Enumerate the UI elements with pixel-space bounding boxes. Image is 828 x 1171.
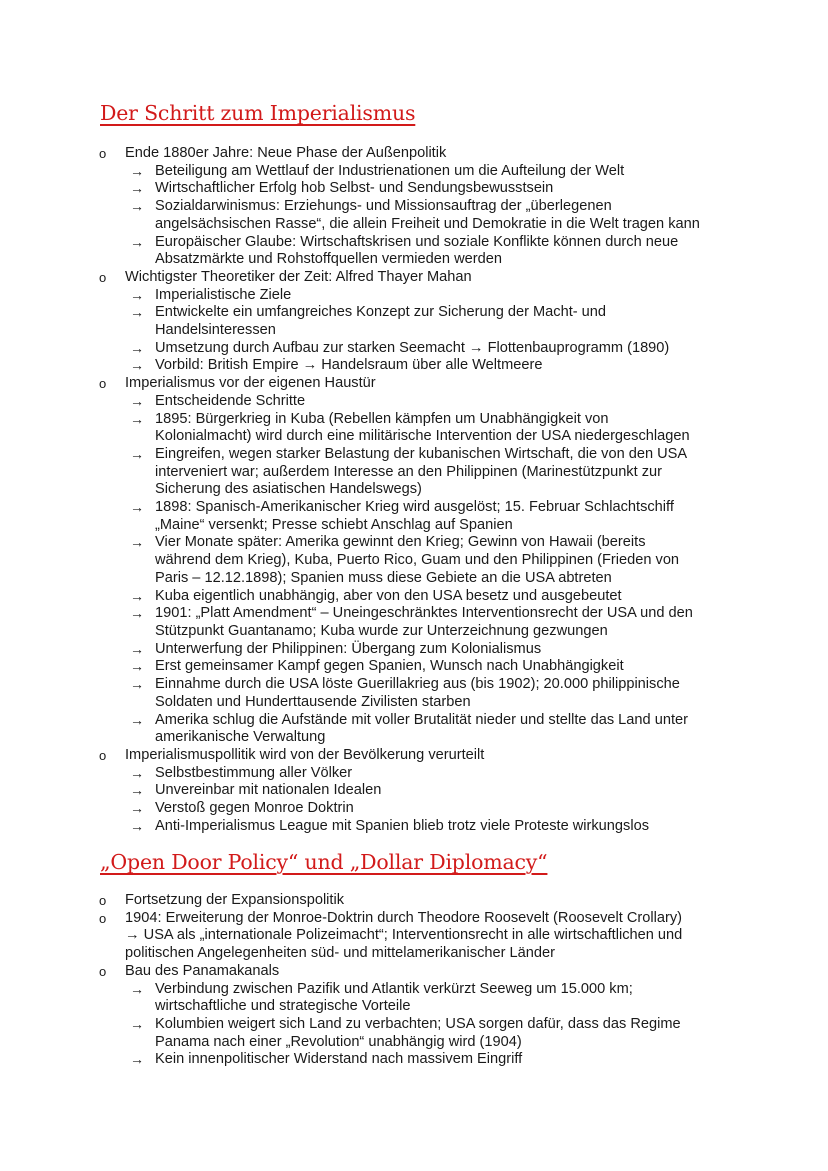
bullet-text: Fortsetzung der Expansionspolitik — [125, 892, 345, 908]
sub-bullet-item — [0, 588, 828, 606]
bullet-text: Wirtschaftlicher Erfolg hob Selbst- und Sendungsbewusstsein — [155, 180, 554, 197]
sub-bullet-item — [0, 428, 828, 446]
sub-bullet-item — [0, 464, 828, 482]
sub-bullet-item — [0, 765, 828, 783]
bullet-text: Unterwerfung der Philippinen: Übergang zum Kolonialismus — [155, 640, 542, 657]
sub-bullet-item — [0, 163, 828, 181]
sub-bullet-item — [0, 676, 828, 694]
arrow-bullet-icon: → — [130, 357, 144, 374]
sub-bullet-item — [0, 1051, 828, 1069]
bullet-item — [0, 747, 828, 765]
arrow-bullet-icon: → — [130, 339, 144, 356]
bullet-text: 1895: Bürgerkrieg in Kuba (Rebellen kämpfen um Unabhängigkeit von — [155, 410, 609, 427]
bullet-text: Europäischer Glaube: Wirtschaftskrisen und soziale Konflikte können durch neue — [155, 233, 679, 250]
bullet-item — [0, 910, 828, 928]
sub-bullet-item — [0, 712, 828, 730]
bullet-text: Kolonialmacht) wird durch eine militärische Intervention der USA niedergeschlagen — [155, 428, 690, 445]
bullet-text: Kein innenpolitischer Widerstand nach massivem Eingriff — [155, 1051, 523, 1068]
arrow-bullet-icon: → — [130, 817, 144, 834]
bullet-text: 1901: „Platt Amendment“ – Uneingeschränktes Interventionsrecht der USA und den — [155, 605, 693, 622]
sub-bullet-item — [0, 1034, 828, 1052]
sub-bullet-item — [0, 641, 828, 659]
sub-bullet-item — [0, 216, 828, 234]
arrow-bullet-icon: → — [130, 180, 144, 197]
bullet-item — [0, 963, 828, 981]
bullet-text: Entwickelte ein umfangreiches Konzept zur Sicherung der Macht- und — [155, 304, 607, 321]
bullet-text: Absatzmärkte und Rohstoffquellen vermieden werden — [155, 251, 502, 268]
bullet-text: Vier Monate später: Amerika gewinnt den Krieg; Gewinn von Hawaii (bereits — [155, 534, 646, 551]
arrow-bullet-icon: → — [130, 587, 144, 604]
sub-bullet-item — [0, 623, 828, 641]
arrow-bullet-icon: → — [130, 162, 144, 179]
bullet-text: „Maine“ versenkt; Presse schiebt Anschlag auf Spanien — [155, 516, 513, 533]
sub-bullet-item — [0, 782, 828, 800]
sub-bullet-item — [0, 658, 828, 676]
sub-bullet-item — [0, 411, 828, 429]
circle-bullet-icon: o — [99, 963, 107, 979]
sub-bullet-item — [0, 570, 828, 588]
bullet-list-imperialism — [0, 145, 828, 835]
sub-bullet-item — [0, 251, 828, 269]
sub-bullet-item — [0, 729, 828, 747]
bullet-text: interveniert war; außerdem Interesse an den Philippinen (Marinestützpunkt zur — [155, 463, 662, 480]
bullet-text: amerikanische Verwaltung — [155, 729, 326, 746]
sub-bullet-item — [0, 304, 828, 322]
arrow-bullet-icon: → — [130, 304, 144, 321]
arrow-bullet-icon: → — [130, 392, 144, 409]
sub-bullet-item — [0, 818, 828, 836]
bullet-item — [0, 145, 828, 163]
bullet-text: Imperialistische Ziele — [155, 286, 292, 303]
bullet-text: Verbindung zwischen Pazifik und Atlantik verkürzt Seeweg um 15.000 km; — [155, 980, 633, 997]
arrow-bullet-icon: → — [130, 711, 144, 728]
bullet-text: Entscheidende Schritte — [155, 392, 306, 409]
bullet-list-open-door — [0, 892, 828, 1069]
bullet-text: während dem Krieg), Kuba, Puerto Rico, Guam und den Philippinen (Frieden von — [155, 552, 680, 569]
arrow-bullet-icon: → — [130, 1015, 144, 1032]
bullet-text: Soldaten und Hunderttausende Zivilisten starben — [155, 693, 471, 710]
sub-bullet-item — [0, 287, 828, 305]
sub-bullet-item — [0, 800, 828, 818]
bullet-text: Beteiligung am Wettlauf der Industrienationen um die Aufteilung der Welt — [155, 162, 625, 179]
bullet-text: Kolumbien weigert sich Land zu verbachten; USA sorgen dafür, dass das Regime — [155, 1015, 681, 1032]
bullet-text: Wichtigster Theoretiker der Zeit: Alfred Thayer Mahan — [125, 268, 472, 285]
bullet-text: angelsächsischen Rasse“, die allein Freiheit und Demokratie in die Welt tragen kann — [155, 215, 700, 232]
bullet-text: Bau des Panamakanals — [125, 962, 280, 979]
bullet-text: 1898: Spanisch-Amerikanischer Krieg wird ausgelöst; 15. Februar Schlachtschiff — [155, 499, 674, 516]
sub-bullet-item — [0, 981, 828, 999]
sub-bullet-item — [0, 393, 828, 411]
sub-bullet-item — [0, 694, 828, 712]
circle-bullet-icon: o — [99, 747, 107, 763]
bullet-text: → USA als „internationale Polizeimacht“; Interventionsrecht in alle wirtschaftlichen und — [125, 927, 683, 944]
bullet-text: Imperialismus vor der eigenen Haustür — [125, 375, 376, 392]
circle-bullet-icon: o — [99, 376, 107, 392]
sub-bullet-item — [0, 340, 828, 358]
bullet-text: wirtschaftliche und strategische Vorteile — [155, 998, 411, 1015]
bullet-item — [0, 945, 828, 963]
arrow-bullet-icon: → — [130, 233, 144, 250]
sub-bullet-item — [0, 517, 828, 535]
bullet-text: Anti-Imperialismus League mit Spanien blieb trotz viele Proteste wirkungslos — [155, 817, 649, 834]
circle-bullet-icon: o — [99, 910, 107, 926]
sub-bullet-item — [0, 357, 828, 375]
arrow-bullet-icon: → — [130, 286, 144, 303]
bullet-text: Paris – 12.12.1898); Spanien muss diese Gebiete an die USA abtreten — [155, 569, 612, 586]
arrow-bullet-icon: → — [130, 782, 144, 799]
arrow-bullet-icon: → — [130, 534, 144, 551]
bullet-text: Einnahme durch die USA löste Guerillakrieg aus (bis 1902); 20.000 philippinische — [155, 676, 680, 693]
arrow-bullet-icon: → — [130, 640, 144, 657]
bullet-text: Umsetzung durch Aufbau zur starken Seemacht → Flottenbauprogramm (1890) — [155, 339, 670, 356]
sub-bullet-item — [0, 499, 828, 517]
arrow-bullet-icon: → — [130, 410, 144, 427]
sub-bullet-item — [0, 322, 828, 340]
circle-bullet-icon: o — [99, 893, 107, 908]
bullet-text: Verstoß gegen Monroe Doktrin — [155, 800, 354, 817]
arrow-bullet-icon: → — [130, 676, 144, 693]
bullet-text: Ende 1880er Jahre: Neue Phase der Außenpolitik — [125, 145, 447, 161]
arrow-bullet-icon: → — [130, 1051, 144, 1068]
bullet-text: 1904: Erweiterung der Monroe-Doktrin durch Theodore Roosevelt (Roosevelt Crollary) — [125, 909, 682, 926]
sub-bullet-item — [0, 198, 828, 216]
bullet-text: Imperialismuspollitik wird von der Bevölkerung verurteilt — [125, 746, 485, 763]
arrow-bullet-icon: → — [130, 800, 144, 817]
bullet-text: Panama nach einer „Revolution“ unabhängig wird (1904) — [155, 1033, 522, 1050]
sub-bullet-item — [0, 481, 828, 499]
arrow-bullet-icon: → — [130, 198, 144, 215]
bullet-item — [0, 269, 828, 287]
sub-bullet-item — [0, 180, 828, 198]
arrow-bullet-icon: → — [130, 658, 144, 675]
arrow-bullet-icon: → — [130, 980, 144, 997]
bullet-item — [0, 892, 828, 910]
section-title-imperialism: Der Schritt zum Imperialismus — [100, 101, 416, 125]
bullet-text: Amerika schlug die Aufstände mit voller Brutalität nieder und stellte das Land unter — [155, 711, 688, 728]
bullet-text: Eingreifen, wegen starker Belastung der kubanischen Wirtschaft, die von den USA — [155, 445, 688, 462]
sub-bullet-item — [0, 605, 828, 623]
section-title-open-door: „Open Door Policy“ und „Dollar Diplomacy“ — [100, 850, 548, 874]
bullet-text: Sozialdarwinismus: Erziehungs- und Missionsauftrag der „überlegenen — [155, 198, 612, 215]
bullet-text: Erst gemeinsamer Kampf gegen Spanien, Wunsch nach Unabhängigkeit — [155, 658, 624, 675]
bullet-text: Handelsinteressen — [155, 322, 276, 339]
bullet-text: Sicherung des asiatischen Handelswegs) — [155, 481, 422, 498]
sub-bullet-item — [0, 534, 828, 552]
bullet-text: politischen Angelegenheiten süd- und mittelamerikanischer Länder — [125, 945, 555, 962]
arrow-bullet-icon: → — [130, 499, 144, 516]
bullet-text: Unvereinbar mit nationalen Idealen — [155, 782, 382, 799]
arrow-bullet-icon: → — [130, 764, 144, 781]
bullet-text: Kuba eigentlich unabhängig, aber von den USA besetz und ausgebeutet — [155, 587, 622, 604]
bullet-text: Vorbild: British Empire → Handelsraum über alle Weltmeere — [155, 357, 543, 374]
arrow-bullet-icon: → — [130, 445, 144, 462]
bullet-text: Stützpunkt Guantanamo; Kuba wurde zur Unterzeichnung gezwungen — [155, 622, 608, 639]
circle-bullet-icon: o — [99, 269, 107, 285]
sub-bullet-item — [0, 234, 828, 252]
sub-bullet-item — [0, 446, 828, 464]
arrow-bullet-icon: → — [130, 605, 144, 622]
circle-bullet-icon: o — [99, 146, 107, 161]
bullet-text: Selbstbestimmung aller Völker — [155, 764, 353, 781]
sub-bullet-item — [0, 1016, 828, 1034]
bullet-item — [0, 375, 828, 393]
sub-bullet-item — [0, 552, 828, 570]
bullet-item — [0, 927, 828, 945]
sub-bullet-item — [0, 998, 828, 1016]
